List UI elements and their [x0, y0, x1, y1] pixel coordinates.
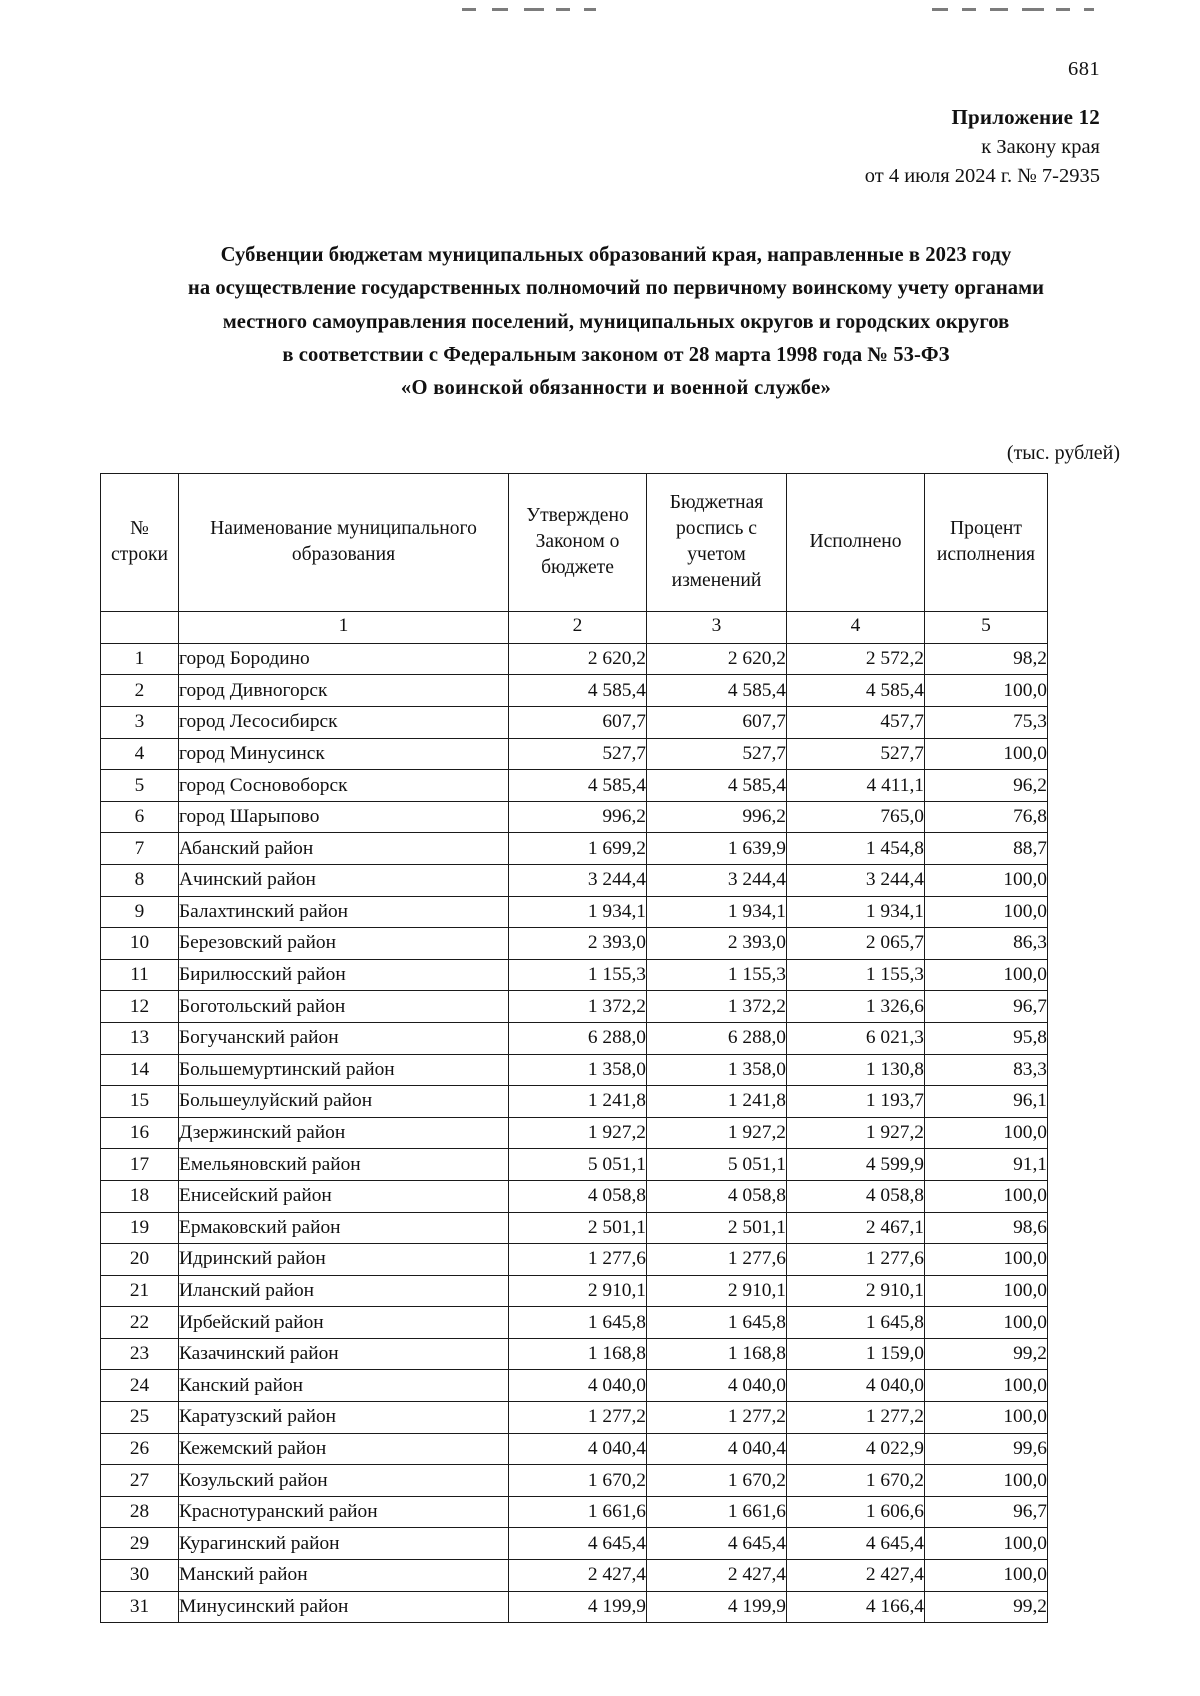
cell-approved: 1 372,2 — [509, 991, 647, 1023]
cell-row-number: 28 — [101, 1496, 179, 1528]
cell-approved: 1 927,2 — [509, 1117, 647, 1149]
table-row — [101, 1338, 1048, 1370]
cell-municipality-name: Канский район — [179, 1370, 509, 1402]
table-row — [101, 1054, 1048, 1086]
cell-percent: 100,0 — [925, 738, 1048, 770]
cell-percent: 100,0 — [925, 864, 1048, 896]
cell-row-number: 11 — [101, 959, 179, 991]
cell-municipality-name: город Сосновоборск — [179, 770, 509, 802]
cell-percent: 100,0 — [925, 1528, 1048, 1560]
cell-row-number: 10 — [101, 928, 179, 960]
cell-schedule: 607,7 — [647, 707, 787, 739]
cell-percent: 100,0 — [925, 1370, 1048, 1402]
cell-row-number: 14 — [101, 1054, 179, 1086]
column-header-percent: Процент исполнения — [925, 473, 1048, 611]
cell-row-number: 5 — [101, 770, 179, 802]
cell-executed: 2 910,1 — [787, 1275, 925, 1307]
table-row — [101, 1117, 1048, 1149]
cell-row-number: 13 — [101, 1022, 179, 1054]
table-row — [101, 643, 1048, 675]
cell-row-number: 21 — [101, 1275, 179, 1307]
cell-executed: 4 058,8 — [787, 1180, 925, 1212]
cell-row-number: 27 — [101, 1465, 179, 1497]
cell-row-number: 19 — [101, 1212, 179, 1244]
cell-schedule: 2 393,0 — [647, 928, 787, 960]
cell-schedule: 2 620,2 — [647, 643, 787, 675]
page-title-line-4: в соответствии с Федеральным законом от 28 марта 1998 года № 53-ФЗ — [282, 344, 950, 367]
cell-executed: 2 427,4 — [787, 1560, 925, 1592]
cell-approved: 996,2 — [509, 801, 647, 833]
cell-municipality-name: Абанский район — [179, 833, 509, 865]
cell-approved: 4 040,0 — [509, 1370, 647, 1402]
table-row — [101, 1212, 1048, 1244]
cell-percent: 95,8 — [925, 1022, 1048, 1054]
cell-row-number: 17 — [101, 1149, 179, 1181]
cell-municipality-name: Кежемский район — [179, 1433, 509, 1465]
cell-percent: 76,8 — [925, 801, 1048, 833]
column-number-3: 3 — [647, 611, 787, 643]
cell-row-number: 2 — [101, 675, 179, 707]
cell-municipality-name: Большемуртинский район — [179, 1054, 509, 1086]
cell-schedule: 2 910,1 — [647, 1275, 787, 1307]
cell-row-number: 22 — [101, 1307, 179, 1339]
page-title-line-5: «О воинской обязанности и военной службе» — [400, 377, 832, 400]
table-row — [101, 1402, 1048, 1434]
cell-schedule: 1 241,8 — [647, 1086, 787, 1118]
cell-approved: 1 277,6 — [509, 1244, 647, 1276]
cell-percent: 86,3 — [925, 928, 1048, 960]
column-header-row-number — [101, 473, 179, 611]
column-number-2: 2 — [509, 611, 647, 643]
cell-row-number: 23 — [101, 1338, 179, 1370]
table-row — [101, 833, 1048, 865]
cell-percent: 99,2 — [925, 1591, 1048, 1623]
cell-percent: 99,2 — [925, 1338, 1048, 1370]
cell-row-number: 18 — [101, 1180, 179, 1212]
cell-approved: 1 155,3 — [509, 959, 647, 991]
column-number-0 — [101, 611, 179, 643]
cell-executed: 1 277,6 — [787, 1244, 925, 1276]
cell-municipality-name: Богучанский район — [179, 1022, 509, 1054]
cell-approved: 2 393,0 — [509, 928, 647, 960]
cell-municipality-name: Идринский район — [179, 1244, 509, 1276]
cell-schedule: 1 358,0 — [647, 1054, 787, 1086]
cell-schedule: 1 277,2 — [647, 1402, 787, 1434]
cell-municipality-name: Боготольский район — [179, 991, 509, 1023]
column-header-executed: Исполнено — [787, 473, 925, 611]
cell-row-number: 6 — [101, 801, 179, 833]
table-row — [101, 864, 1048, 896]
units-note: (тыс. рублей) — [1006, 441, 1120, 464]
table-row — [101, 991, 1048, 1023]
cell-municipality-name: Минусинский район — [179, 1591, 509, 1623]
cell-row-number: 1 — [101, 643, 179, 675]
cell-municipality-name: Краснотуранский район — [179, 1496, 509, 1528]
subventions-table — [100, 473, 1048, 1623]
cell-percent: 100,0 — [925, 896, 1048, 928]
cell-schedule: 1 661,6 — [647, 1496, 787, 1528]
cell-approved: 6 288,0 — [509, 1022, 647, 1054]
cell-executed: 4 166,4 — [787, 1591, 925, 1623]
column-number-4: 4 — [787, 611, 925, 643]
cell-row-number: 30 — [101, 1560, 179, 1592]
cell-municipality-name: Дзержинский район — [179, 1117, 509, 1149]
cell-row-number: 16 — [101, 1117, 179, 1149]
appendix-law-reference: к Закону края — [981, 135, 1100, 158]
table-row — [101, 801, 1048, 833]
cell-executed: 4 585,4 — [787, 675, 925, 707]
cell-municipality-name: город Минусинск — [179, 738, 509, 770]
table-header — [101, 473, 1048, 643]
cell-executed: 2 467,1 — [787, 1212, 925, 1244]
cell-municipality-name: город Шарыпово — [179, 801, 509, 833]
page-title-line-1: Субвенции бюджетам муниципальных образований края, направленные в 2023 году — [220, 244, 1012, 267]
cell-municipality-name: Каратузский район — [179, 1402, 509, 1434]
cell-schedule: 4 199,9 — [647, 1591, 787, 1623]
cell-percent: 100,0 — [925, 675, 1048, 707]
cell-approved: 1 168,8 — [509, 1338, 647, 1370]
cell-municipality-name: Иланский район — [179, 1275, 509, 1307]
table-column-number-row — [101, 611, 1048, 643]
cell-municipality-name: город Бородино — [179, 643, 509, 675]
cell-approved: 4 585,4 — [509, 770, 647, 802]
cell-executed: 6 021,3 — [787, 1022, 925, 1054]
cell-schedule: 4 040,0 — [647, 1370, 787, 1402]
cell-schedule: 5 051,1 — [647, 1149, 787, 1181]
cell-executed: 1 606,6 — [787, 1496, 925, 1528]
cell-schedule: 1 155,3 — [647, 959, 787, 991]
cell-executed: 527,7 — [787, 738, 925, 770]
cell-executed: 765,0 — [787, 801, 925, 833]
table-row — [101, 1149, 1048, 1181]
cell-municipality-name: Ирбейский район — [179, 1307, 509, 1339]
cell-executed: 1 934,1 — [787, 896, 925, 928]
table-row — [101, 1560, 1048, 1592]
cell-executed: 1 277,2 — [787, 1402, 925, 1434]
table-row — [101, 959, 1048, 991]
cell-municipality-name: Емельяновский район — [179, 1149, 509, 1181]
cell-schedule: 1 934,1 — [647, 896, 787, 928]
cell-approved: 2 620,2 — [509, 643, 647, 675]
cell-schedule: 4 040,4 — [647, 1433, 787, 1465]
cell-approved: 1 241,8 — [509, 1086, 647, 1118]
cell-percent: 100,0 — [925, 1180, 1048, 1212]
cell-executed: 1 130,8 — [787, 1054, 925, 1086]
cell-executed: 1 326,6 — [787, 991, 925, 1023]
table-row — [101, 1022, 1048, 1054]
cell-schedule: 1 372,2 — [647, 991, 787, 1023]
cell-approved: 4 199,9 — [509, 1591, 647, 1623]
cell-municipality-name: Козульский район — [179, 1465, 509, 1497]
cell-approved: 1 661,6 — [509, 1496, 647, 1528]
cell-executed: 2 065,7 — [787, 928, 925, 960]
table-row — [101, 1433, 1048, 1465]
cell-approved: 1 670,2 — [509, 1465, 647, 1497]
cell-municipality-name: Казачинский район — [179, 1338, 509, 1370]
cell-approved: 1 358,0 — [509, 1054, 647, 1086]
table-row — [101, 1465, 1048, 1497]
cell-percent: 98,6 — [925, 1212, 1048, 1244]
cell-municipality-name: Березовский район — [179, 928, 509, 960]
table-row — [101, 1370, 1048, 1402]
cell-row-number: 24 — [101, 1370, 179, 1402]
page-title-line-3: местного самоуправления поселений, муниципальных округов и городских округов — [222, 310, 1010, 333]
cell-percent: 100,0 — [925, 959, 1048, 991]
table-row — [101, 738, 1048, 770]
table-row — [101, 928, 1048, 960]
cell-approved: 2 910,1 — [509, 1275, 647, 1307]
cell-executed: 4 411,1 — [787, 770, 925, 802]
table-row — [101, 1086, 1048, 1118]
cell-executed: 1 454,8 — [787, 833, 925, 865]
cell-percent: 88,7 — [925, 833, 1048, 865]
cell-schedule: 527,7 — [647, 738, 787, 770]
cell-executed: 4 599,9 — [787, 1149, 925, 1181]
table-body — [101, 643, 1048, 1622]
cell-percent: 96,1 — [925, 1086, 1048, 1118]
cell-row-number: 7 — [101, 833, 179, 865]
cell-row-number: 20 — [101, 1244, 179, 1276]
cell-approved: 4 040,4 — [509, 1433, 647, 1465]
cell-approved: 3 244,4 — [509, 864, 647, 896]
column-header-row-number-line2: строки — [110, 543, 169, 565]
cell-municipality-name: Бирилюсский район — [179, 959, 509, 991]
cell-executed: 1 670,2 — [787, 1465, 925, 1497]
cell-percent: 96,7 — [925, 1496, 1048, 1528]
column-header-schedule: Бюджетная роспись с учетом изменений — [647, 473, 787, 611]
cell-schedule: 4 645,4 — [647, 1528, 787, 1560]
table-row — [101, 896, 1048, 928]
cell-executed: 4 022,9 — [787, 1433, 925, 1465]
cell-percent: 96,2 — [925, 770, 1048, 802]
cell-approved: 1 934,1 — [509, 896, 647, 928]
table-row — [101, 1180, 1048, 1212]
cell-executed: 4 645,4 — [787, 1528, 925, 1560]
cell-approved: 4 058,8 — [509, 1180, 647, 1212]
page-title-line-2: на осуществление государственных полномочий по первичному воинскому учету органами — [187, 277, 1045, 300]
table-row — [101, 1275, 1048, 1307]
cell-executed: 1 193,7 — [787, 1086, 925, 1118]
cell-percent: 83,3 — [925, 1054, 1048, 1086]
cell-executed: 2 572,2 — [787, 643, 925, 675]
cell-approved: 1 699,2 — [509, 833, 647, 865]
cell-schedule: 3 244,4 — [647, 864, 787, 896]
cell-schedule: 4 058,8 — [647, 1180, 787, 1212]
cell-municipality-name: Енисейский район — [179, 1180, 509, 1212]
table-row — [101, 770, 1048, 802]
cell-percent: 91,1 — [925, 1149, 1048, 1181]
column-header-row-number-line1: № — [130, 517, 149, 539]
column-header-municipality-name: Наименование муниципального образования — [179, 473, 509, 611]
cell-percent: 100,0 — [925, 1402, 1048, 1434]
cell-schedule: 1 168,8 — [647, 1338, 787, 1370]
cell-approved: 1 645,8 — [509, 1307, 647, 1339]
cell-executed: 4 040,0 — [787, 1370, 925, 1402]
cell-row-number: 8 — [101, 864, 179, 896]
cell-municipality-name: город Лесосибирск — [179, 707, 509, 739]
page-number: 681 — [1068, 58, 1100, 80]
cell-municipality-name: Ачинский район — [179, 864, 509, 896]
cell-row-number: 15 — [101, 1086, 179, 1118]
cell-executed: 1 645,8 — [787, 1307, 925, 1339]
table-row — [101, 1244, 1048, 1276]
cell-row-number: 29 — [101, 1528, 179, 1560]
appendix-reference-block — [100, 103, 1122, 191]
cell-municipality-name: Большеулуйский район — [179, 1086, 509, 1118]
table-row — [101, 707, 1048, 739]
cell-percent: 100,0 — [925, 1465, 1048, 1497]
cell-percent: 75,3 — [925, 707, 1048, 739]
appendix-law-date: от 4 июля 2024 г. № 7-2935 — [864, 164, 1100, 187]
cell-percent: 100,0 — [925, 1275, 1048, 1307]
cell-percent: 100,0 — [925, 1307, 1048, 1339]
table-row — [101, 675, 1048, 707]
cell-row-number: 3 — [101, 707, 179, 739]
cell-percent: 98,2 — [925, 643, 1048, 675]
cell-municipality-name: Ермаковский район — [179, 1212, 509, 1244]
cell-approved: 4 645,4 — [509, 1528, 647, 1560]
cell-percent: 99,6 — [925, 1433, 1048, 1465]
page-title — [100, 239, 1122, 406]
cell-executed: 457,7 — [787, 707, 925, 739]
cell-municipality-name: Курагинский район — [179, 1528, 509, 1560]
cell-approved: 4 585,4 — [509, 675, 647, 707]
cell-executed: 1 927,2 — [787, 1117, 925, 1149]
cell-percent: 96,7 — [925, 991, 1048, 1023]
cell-municipality-name: Манский район — [179, 1560, 509, 1592]
cell-schedule: 1 927,2 — [647, 1117, 787, 1149]
cell-approved: 5 051,1 — [509, 1149, 647, 1181]
cell-row-number: 12 — [101, 991, 179, 1023]
table-row — [101, 1496, 1048, 1528]
cell-schedule: 1 670,2 — [647, 1465, 787, 1497]
cell-approved: 2 501,1 — [509, 1212, 647, 1244]
cell-executed: 1 155,3 — [787, 959, 925, 991]
cell-row-number: 25 — [101, 1402, 179, 1434]
cell-row-number: 4 — [101, 738, 179, 770]
cell-approved: 2 427,4 — [509, 1560, 647, 1592]
cell-schedule: 4 585,4 — [647, 770, 787, 802]
cell-row-number: 31 — [101, 1591, 179, 1623]
cell-schedule: 1 639,9 — [647, 833, 787, 865]
cell-municipality-name: город Дивногорск — [179, 675, 509, 707]
cell-executed: 1 159,0 — [787, 1338, 925, 1370]
cell-municipality-name: Балахтинский район — [179, 896, 509, 928]
cell-approved: 607,7 — [509, 707, 647, 739]
cell-executed: 3 244,4 — [787, 864, 925, 896]
cell-schedule: 996,2 — [647, 801, 787, 833]
cell-schedule: 4 585,4 — [647, 675, 787, 707]
table-header-row — [101, 473, 1048, 611]
cell-schedule: 2 501,1 — [647, 1212, 787, 1244]
appendix-number: Приложение 12 — [951, 105, 1100, 129]
cell-approved: 527,7 — [509, 738, 647, 770]
cell-approved: 1 277,2 — [509, 1402, 647, 1434]
cell-schedule: 1 645,8 — [647, 1307, 787, 1339]
column-number-5: 5 — [925, 611, 1048, 643]
table-row — [101, 1528, 1048, 1560]
cell-row-number: 26 — [101, 1433, 179, 1465]
column-number-1: 1 — [179, 611, 509, 643]
cell-schedule: 6 288,0 — [647, 1022, 787, 1054]
cell-percent: 100,0 — [925, 1560, 1048, 1592]
cell-schedule: 2 427,4 — [647, 1560, 787, 1592]
cell-percent: 100,0 — [925, 1117, 1048, 1149]
cell-row-number: 9 — [101, 896, 179, 928]
column-header-approved: Утверждено Законом о бюджете — [509, 473, 647, 611]
cell-schedule: 1 277,6 — [647, 1244, 787, 1276]
cell-percent: 100,0 — [925, 1244, 1048, 1276]
table-row — [101, 1591, 1048, 1623]
table-row — [101, 1307, 1048, 1339]
